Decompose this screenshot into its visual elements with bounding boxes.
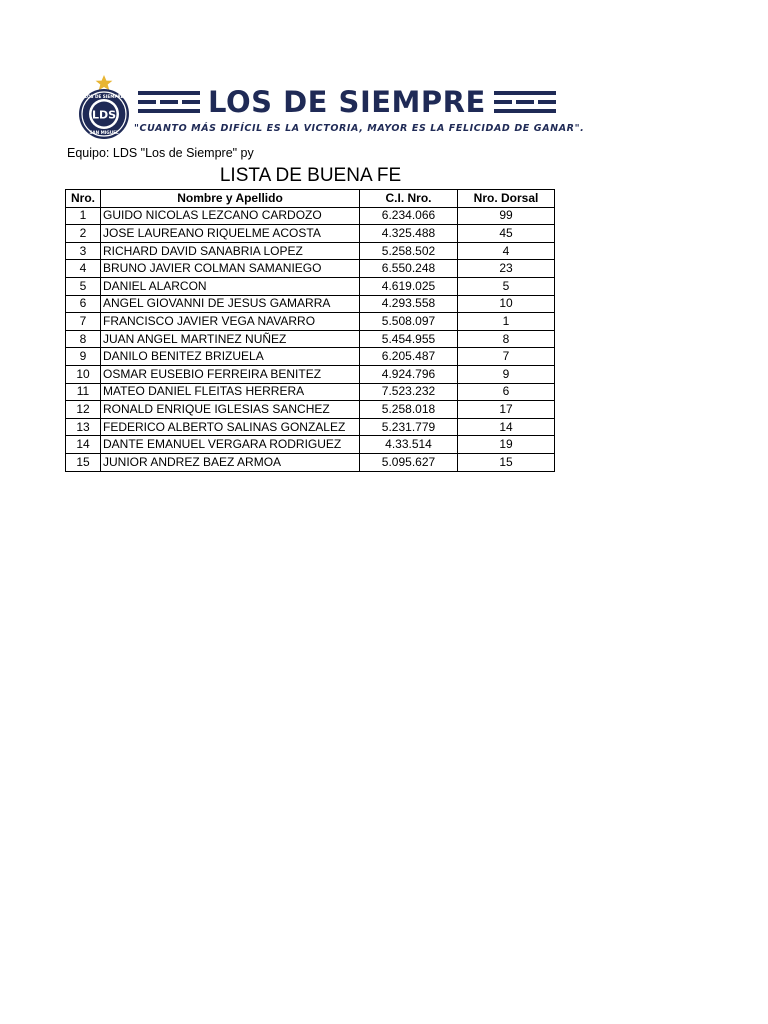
- cell-dorsal: 23: [458, 260, 555, 278]
- table-row: [66, 418, 555, 436]
- cell-nro: 2: [66, 225, 101, 243]
- cell-dorsal: 19: [458, 436, 555, 454]
- cell-dorsal: 10: [458, 295, 555, 313]
- cell-nro: 3: [66, 242, 101, 260]
- header-ci: C.I. Nro.: [360, 190, 458, 208]
- cell-nro: 1: [66, 207, 101, 225]
- cell-ci: 4.293.558: [360, 295, 458, 313]
- cell-nro: 13: [66, 418, 101, 436]
- table-row: [66, 277, 555, 295]
- brand-slogan: "CUANTO MÁS DIFÍCIL ES LA VICTORIA, MAYOR ES LA FELICIDAD DE GANAR".: [134, 123, 585, 134]
- table-row: [66, 313, 555, 331]
- table-row: [66, 453, 555, 471]
- brand-name: LOS DE SIEMPRE: [208, 85, 486, 119]
- cell-nro: 14: [66, 436, 101, 454]
- brand-row: [138, 82, 556, 122]
- team-crest-icon: [74, 74, 134, 140]
- cell-nombre: GUIDO NICOLAS LEZCANO CARDOZO: [101, 207, 360, 225]
- cell-ci: 6.234.066: [360, 207, 458, 225]
- cell-nombre: JUAN ANGEL MARTINEZ NUÑEZ: [101, 330, 360, 348]
- cell-dorsal: 1: [458, 313, 555, 331]
- cell-nro: 9: [66, 348, 101, 366]
- header-dorsal: Nro. Dorsal: [458, 190, 555, 208]
- cell-ci: 4.325.488: [360, 225, 458, 243]
- cell-ci: 5.258.018: [360, 401, 458, 419]
- table-row: [66, 225, 555, 243]
- cell-nombre: DANTE EMANUEL VERGARA RODRIGUEZ: [101, 436, 360, 454]
- table-row: [66, 365, 555, 383]
- cell-ci: 5.454.955: [360, 330, 458, 348]
- cell-nro: 7: [66, 313, 101, 331]
- table-header-row: [66, 190, 555, 208]
- cell-ci: 6.550.248: [360, 260, 458, 278]
- cell-dorsal: 15: [458, 453, 555, 471]
- cell-dorsal: 17: [458, 401, 555, 419]
- cell-nro: 6: [66, 295, 101, 313]
- cell-nro: 15: [66, 453, 101, 471]
- cell-dorsal: 6: [458, 383, 555, 401]
- cell-ci: 4.924.796: [360, 365, 458, 383]
- team-label: Equipo: LDS "Los de Siempre" py: [67, 146, 254, 160]
- table-row: [66, 295, 555, 313]
- svg-text:LDS: LDS: [91, 108, 117, 122]
- svg-text:SAN MIGUEL: SAN MIGUEL: [89, 130, 119, 135]
- header-nro: Nro.: [66, 190, 101, 208]
- table-row: [66, 348, 555, 366]
- cell-dorsal: 7: [458, 348, 555, 366]
- cell-nombre: FRANCISCO JAVIER VEGA NAVARRO: [101, 313, 360, 331]
- cell-nombre: ANGEL GIOVANNI DE JESUS GAMARRA: [101, 295, 360, 313]
- cell-nro: 12: [66, 401, 101, 419]
- cell-ci: 5.231.779: [360, 418, 458, 436]
- cell-ci: 7.523.232: [360, 383, 458, 401]
- table-row: [66, 436, 555, 454]
- table-row: [66, 260, 555, 278]
- cell-nombre: FEDERICO ALBERTO SALINAS GONZALEZ: [101, 418, 360, 436]
- roster-table: [65, 189, 555, 472]
- table-row: [66, 383, 555, 401]
- table-row: [66, 242, 555, 260]
- cell-nro: 8: [66, 330, 101, 348]
- cell-nombre: BRUNO JAVIER COLMAN SAMANIEGO: [101, 260, 360, 278]
- roster-body: [66, 207, 555, 471]
- cell-nombre: DANIEL ALARCON: [101, 277, 360, 295]
- team-logo: [74, 72, 585, 142]
- header-nombre: Nombre y Apellido: [101, 190, 360, 208]
- cell-nombre: OSMAR EUSEBIO FERREIRA BENITEZ: [101, 365, 360, 383]
- cell-ci: 5.095.627: [360, 453, 458, 471]
- cell-nombre: MATEO DANIEL FLEITAS HERRERA: [101, 383, 360, 401]
- cell-nro: 5: [66, 277, 101, 295]
- cell-nro: 4: [66, 260, 101, 278]
- cell-nombre: RONALD ENRIQUE IGLESIAS SANCHEZ: [101, 401, 360, 419]
- cell-dorsal: 8: [458, 330, 555, 348]
- table-row: [66, 401, 555, 419]
- cell-dorsal: 14: [458, 418, 555, 436]
- cell-ci: 6.205.487: [360, 348, 458, 366]
- page-title: LISTA DE BUENA FE: [219, 165, 402, 186]
- cell-dorsal: 99: [458, 207, 555, 225]
- cell-ci: 5.508.097: [360, 313, 458, 331]
- cell-dorsal: 45: [458, 225, 555, 243]
- table-row: [66, 330, 555, 348]
- cell-ci: 4.619.025: [360, 277, 458, 295]
- cell-nro: 10: [66, 365, 101, 383]
- table-row: [66, 207, 555, 225]
- cell-nombre: JOSE LAUREANO RIQUELME ACOSTA: [101, 225, 360, 243]
- cell-dorsal: 9: [458, 365, 555, 383]
- cell-nombre: DANILO BENITEZ BRIZUELA: [101, 348, 360, 366]
- cell-dorsal: 5: [458, 277, 555, 295]
- cell-nombre: JUNIOR ANDREZ BAEZ ARMOA: [101, 453, 360, 471]
- cell-nro: 11: [66, 383, 101, 401]
- right-stripes-icon: [494, 91, 556, 113]
- cell-ci: 5.258.502: [360, 242, 458, 260]
- cell-ci: 4.33.514: [360, 436, 458, 454]
- svg-text:LOS DE SIEMPRE: LOS DE SIEMPRE: [84, 94, 124, 99]
- cell-dorsal: 4: [458, 242, 555, 260]
- cell-nombre: RICHARD DAVID SANABRIA LOPEZ: [101, 242, 360, 260]
- left-stripes-icon: [138, 91, 200, 113]
